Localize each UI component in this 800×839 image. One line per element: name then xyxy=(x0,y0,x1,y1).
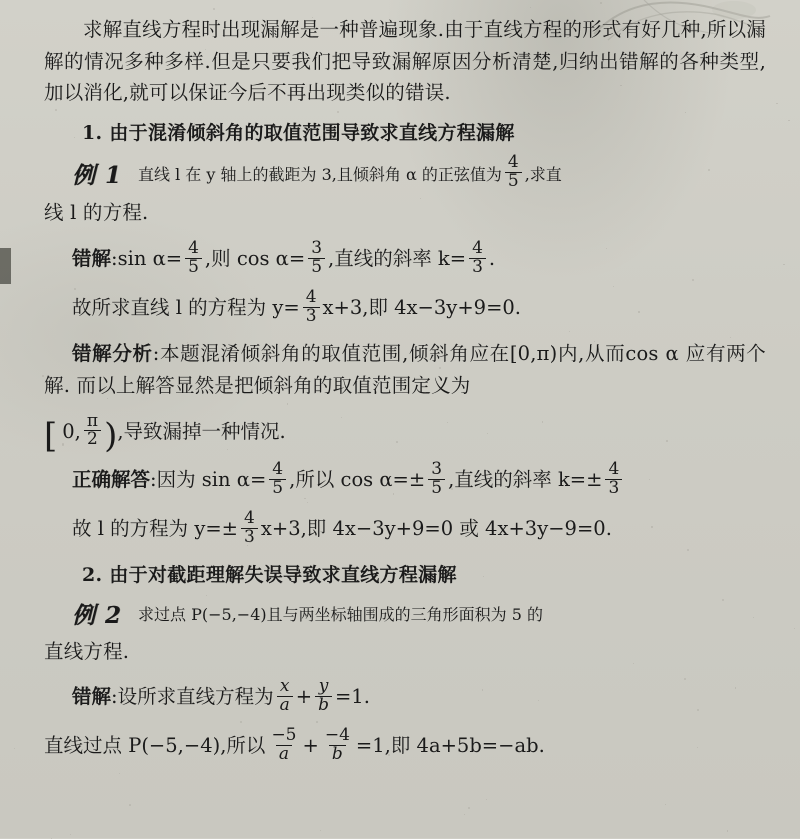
section-2-last-a: 直线过点 P(−5,−4),所以 xyxy=(44,734,266,758)
correct-line-2-b: x+3,即 4x−3y+9=0 或 4x+3y−9=0. xyxy=(260,517,612,541)
fraction-numerator: y xyxy=(318,676,329,697)
section-2-fraction-2 xyxy=(315,678,332,715)
paper-speck xyxy=(129,804,131,806)
fraction-denominator: b xyxy=(315,696,332,715)
fraction-denominator: 5 xyxy=(428,479,445,498)
example-1-line xyxy=(44,151,766,192)
fraction-denominator: a xyxy=(277,696,293,715)
analysis-interval-line: [ 0, $\frac{\pi}{2}$ ) ,导致漏掉一种情况. xyxy=(44,410,286,456)
section-2-wrong-label: 错解 xyxy=(72,685,112,709)
fraction-denominator: 5 xyxy=(505,172,522,191)
wrong-fraction-1 xyxy=(185,240,202,277)
fraction-numerator: 4 xyxy=(188,238,199,258)
section-2-last-c: =1,即 4a+5b=−ab. xyxy=(355,734,545,758)
fraction-numerator: 3 xyxy=(431,459,443,480)
wrong-line-1-d: . xyxy=(488,247,496,271)
paper-speck xyxy=(685,112,686,113)
paper-speck xyxy=(323,130,325,132)
wrong-solution-line-1 xyxy=(44,238,766,278)
section-2-wrong-b: + xyxy=(295,685,313,709)
paper-speck xyxy=(570,477,571,478)
paper-speck xyxy=(464,814,465,815)
paper-speck xyxy=(119,773,120,774)
correct-solution-label: 正确解答 xyxy=(72,468,151,492)
section-1-heading: 1. 由于混淆倾斜角的取值范围导致求直线方程漏解 xyxy=(82,121,515,144)
wrong-line-2-b: x+3,即 4x−3y+9=0. xyxy=(322,295,522,319)
correct-line-a: :因为 sin α= xyxy=(150,468,267,492)
example-2-line xyxy=(44,597,766,630)
paper-speck xyxy=(468,807,470,809)
fraction-denominator: 3 xyxy=(303,307,320,326)
paper-speck xyxy=(530,7,531,8)
section-2-wrong-line xyxy=(44,676,766,716)
fraction-numerator: 3 xyxy=(311,238,323,258)
analysis-label: 错解分析 xyxy=(72,342,153,366)
section-2-fraction-1 xyxy=(277,678,293,715)
section-2-last-line xyxy=(44,724,766,765)
paper-speck xyxy=(70,834,71,835)
wrong-solution-label: 错解 xyxy=(72,247,112,271)
section-2-fraction-3 xyxy=(268,724,299,764)
fraction-denominator: 5 xyxy=(308,258,325,277)
analysis-fraction xyxy=(84,410,101,450)
paper-speck xyxy=(692,279,694,281)
fraction-numerator: 4 xyxy=(507,151,519,172)
correct-solution-line-1 xyxy=(44,459,766,499)
analysis-text-a: :本题混淆倾斜角的取值范围,倾斜角应在[0,π)内,从而cos α 应有两个解. 而以上解答显然是把倾斜角的取值范围定义为 xyxy=(44,342,766,397)
page-edge-mark xyxy=(0,248,11,284)
section-2-fraction-4 xyxy=(322,724,353,764)
paper-speck xyxy=(776,103,777,104)
wrong-solution-line-2 xyxy=(44,286,766,327)
wrong-line-1-b: ,则 cos α= xyxy=(204,247,306,271)
paper-speck xyxy=(14,748,15,749)
paper-speck xyxy=(750,60,752,62)
paper-speck xyxy=(638,311,639,312)
paper-speck xyxy=(633,663,634,664)
paper-speck xyxy=(420,198,421,199)
correct-solution-line-2 xyxy=(44,507,766,548)
section-2-wrong-c: =1. xyxy=(334,685,370,709)
fraction-denominator: 3 xyxy=(605,479,622,498)
paper-speck xyxy=(651,526,652,527)
section-2-last-b: + xyxy=(302,734,319,758)
paper-speck xyxy=(388,754,390,756)
paper-speck xyxy=(788,120,789,121)
paper-speck xyxy=(187,342,188,343)
analysis-zero: 0, xyxy=(62,419,81,443)
paper-speck xyxy=(665,804,666,805)
fraction-denominator: 3 xyxy=(469,258,486,277)
paper-speck xyxy=(227,449,228,450)
fraction-numerator: 4 xyxy=(272,459,284,480)
section-2-heading: 2. 由于对截距理解失误导致求直线方程漏解 xyxy=(82,563,457,586)
paper-speck xyxy=(727,830,729,832)
example-2-label: 例 2 xyxy=(72,601,123,629)
wrong-fraction-3 xyxy=(469,240,486,277)
paper-speck xyxy=(569,331,570,332)
paper-speck xyxy=(304,498,306,500)
paper-speck xyxy=(451,488,453,490)
paper-speck xyxy=(287,403,288,404)
correct-line-c: ,直线的斜率 k=± xyxy=(448,468,603,492)
analysis-paragraph xyxy=(44,338,766,401)
fraction-numerator: −5 xyxy=(271,724,297,745)
paper-speck xyxy=(486,799,487,800)
paper-speck xyxy=(316,721,318,723)
section-2-wrong-a: :设所求直线方程为 xyxy=(111,685,274,709)
example-2-text-b: 直线方程. xyxy=(44,639,130,663)
analysis-text-b: ,导致漏掉一种情况. xyxy=(117,419,286,443)
paper-speck xyxy=(697,709,699,711)
paper-speck xyxy=(107,398,108,399)
paper-speck xyxy=(487,433,488,434)
paper-speck xyxy=(697,56,698,57)
fraction-numerator: x xyxy=(279,676,290,697)
fraction-denominator: a xyxy=(276,745,292,764)
paper-speck xyxy=(687,549,689,551)
paper-speck xyxy=(600,2,602,4)
example-1-label: 例 1 xyxy=(72,161,123,189)
paper-speck xyxy=(320,830,321,831)
wrong-line-1-a: :sin α= xyxy=(111,247,183,271)
wrong-line-1-c: ,直线的斜率 k= xyxy=(328,247,467,271)
paper-speck xyxy=(447,422,448,423)
paper-speck xyxy=(521,359,522,360)
example-1-fraction xyxy=(505,151,522,191)
fraction-denominator: b xyxy=(329,745,346,764)
correct-line-b: ,所以 cos α=± xyxy=(289,468,426,492)
correct-fraction-1 xyxy=(269,461,286,498)
example-1-text-c: 线 l 的方程. xyxy=(44,201,149,225)
intro-paragraph: 求解直线方程时出现漏解是一种普遍现象.由于直线方程的形式有好几种,所以漏解的情况多种多样.但是只要我们把导致漏解原因分析清楚,归纳出错解的各种类型,加以消化,就可以保证今后不再出现类似的错误. xyxy=(44,18,766,105)
paper-speck xyxy=(337,111,339,113)
paper-speck xyxy=(55,109,57,111)
fraction-denominator: 5 xyxy=(185,258,202,277)
paper-speck xyxy=(307,502,308,503)
correct-line-2-a: 故 l 的方程为 y=± xyxy=(72,517,239,541)
fraction-numerator: 4 xyxy=(608,459,620,480)
fraction-numerator: 4 xyxy=(472,238,483,258)
fraction-denominator: 2 xyxy=(84,430,101,449)
fraction-numerator: −4 xyxy=(324,724,350,745)
example-1-text-a: 直线 l 在 y 轴上的截距为 3,且倾斜角 α 的正弦值为 xyxy=(138,164,502,184)
example-1-text-b: ,求直 xyxy=(524,164,562,184)
paper-speck xyxy=(439,367,441,369)
example-2-text-a: 求过点 P(−5,−4)且与两坐标轴围成的三角形面积为 5 的 xyxy=(138,604,543,624)
correct-fraction-3 xyxy=(605,461,622,498)
fraction-numerator: π xyxy=(86,410,99,431)
wrong-line-2-a: 故所求直线 l 的方程为 y= xyxy=(72,295,300,319)
paper-speck xyxy=(112,573,114,575)
paper-speck xyxy=(62,443,64,445)
fraction-denominator: 5 xyxy=(269,479,286,498)
correct-fraction-2 xyxy=(428,461,445,498)
paper-speck xyxy=(620,85,622,87)
paper-speck xyxy=(666,440,668,442)
paper-speck xyxy=(783,264,784,265)
paper-speck xyxy=(194,123,195,124)
fraction-numerator: 4 xyxy=(305,286,317,307)
fraction-numerator: 4 xyxy=(244,507,255,528)
paper-speck xyxy=(240,721,242,723)
wrong-fraction-2 xyxy=(308,240,325,277)
paper-speck xyxy=(371,23,372,24)
paper-speck xyxy=(794,628,795,629)
wrong-fraction-4 xyxy=(303,286,320,326)
paper-speck xyxy=(613,286,615,288)
paper-speck xyxy=(213,8,215,10)
fraction-denominator: 3 xyxy=(241,528,258,547)
